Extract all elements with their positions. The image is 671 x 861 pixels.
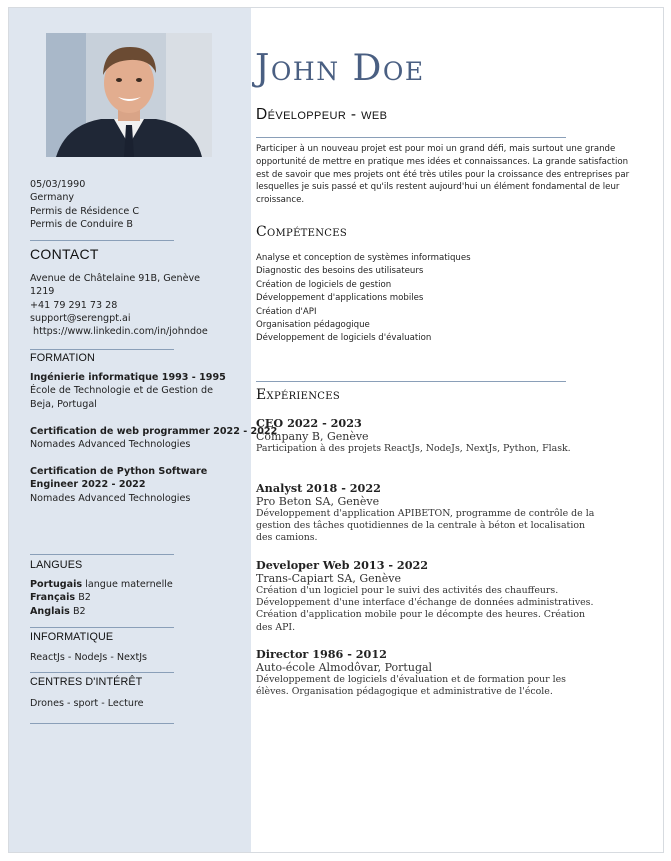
experience-item (256, 558, 601, 634)
competence-item: Développement d'applications mobiles (256, 293, 424, 304)
formation-school: Nomades Advanced Technologies (30, 439, 191, 451)
experience-desc: Participation à des projets ReactJs, NodeJs, NextJs, Python, Flask. (256, 443, 571, 454)
experience-title: CEO 2022 - 2023 (256, 416, 362, 430)
formation-title: Certification de web programmer 2022 - 2022 (30, 426, 278, 437)
experience-item (256, 416, 601, 455)
competences-heading: Compétences (256, 224, 347, 240)
divider (256, 137, 566, 138)
competence-item: Diagnostic des besoins des utilisateurs (256, 266, 424, 277)
competences-list (256, 252, 471, 346)
formation-title: Ingénierie informatique 1993 - 1995 (30, 372, 226, 383)
resume-page (8, 7, 664, 853)
experience-title: Director 1986 - 2012 (256, 647, 387, 661)
contact-heading: CONTACT (30, 246, 99, 262)
divider (30, 554, 174, 555)
phone: +41 79 291 73 28 (30, 299, 118, 311)
langue-item (30, 578, 173, 591)
experience-company: Auto-école Almodôvar, Portugal (256, 661, 433, 674)
langue-name: Portugais (30, 579, 83, 590)
langue-item (30, 605, 173, 618)
competence-item: Analyse et conception de systèmes informatiques (256, 253, 471, 263)
divider (30, 349, 174, 350)
experience-title: Developer Web 2013 - 2022 (256, 558, 429, 572)
experience-company: Company B, Genève (256, 430, 369, 443)
intro-paragraph: Participer à un nouveau projet est pour moi un grand défi, mais surtout une grande opportunité de mettre en pratique mes idées et connaissances. La grande satisfaction est de savoir que mes projets ont été très utiles pour la croissance des entreprises par lesquelles je suis passé et qu'ils restent aujourd'hui un élément fondamental de leur croissance. (256, 144, 630, 206)
langue-level: B2 (69, 605, 86, 617)
formation-item (30, 425, 278, 452)
langues-list (30, 578, 173, 618)
divider (30, 627, 174, 628)
linkedin-link[interactable]: https://www.linkedin.com/in/johndoe (30, 326, 208, 338)
residence-permit: Permis de Résidence C (30, 205, 140, 217)
divider (30, 723, 174, 724)
experience-desc: Développement de logiciels d'évaluation et de formation pour les élèves. Organisation pédagogique et administrative de l'école. (256, 674, 566, 698)
birthdate: 05/03/1990 (30, 179, 86, 190)
experience-item (256, 647, 601, 698)
formation-school: Nomades Advanced Technologies (30, 492, 191, 504)
profile-photo (46, 33, 212, 157)
experience-desc: Création d'un logiciel pour le suivi des activités des chauffeurs. Développement d'une interface d'échange de données administratives. Création d'application mobile pour le décompte des heures. Création des API. (256, 585, 594, 633)
langue-item (30, 591, 173, 604)
informatique-heading: INFORMATIQUE (30, 631, 114, 643)
experiences-heading: Expériences (256, 387, 340, 403)
personal-info (30, 178, 139, 231)
formation-item (30, 465, 235, 505)
job-title: Développeur - web (256, 106, 388, 123)
formation-item (30, 371, 240, 411)
contact-info (30, 272, 208, 338)
email-link[interactable]: support@serengpt.ai (30, 312, 131, 324)
experience-company: Pro Beton SA, Genève (256, 495, 380, 508)
competence-item: Développement de logiciels d'évaluation (256, 333, 432, 344)
portrait-image (46, 33, 212, 157)
formation-title: Certification de Python Software Engineer 2022 - 2022 (30, 466, 208, 491)
postal-code: 1219 (30, 286, 55, 298)
formation-school: École de Technologie et de Gestion de Beja, Portugal (30, 385, 214, 410)
driving-license: Permis de Conduire B (30, 218, 133, 230)
interets-heading: CENTRES D'INTÉRÊT (30, 676, 143, 688)
main-content (255, 8, 663, 852)
interets-text: Drones - sport - Lecture (30, 698, 144, 709)
experience-desc: Développement d'application APIBETON, programme de contrôle de la gestion des tâches quotidiennes de la centrale à béton et localisation des camions. (256, 508, 595, 544)
divider (256, 381, 566, 382)
langue-level: langue maternelle (82, 579, 173, 590)
langues-heading: LANGUES (30, 559, 83, 571)
langue-name: Français (30, 592, 76, 604)
langue-level: B2 (75, 592, 91, 604)
sidebar (9, 8, 278, 852)
formation-heading: FORMATION (30, 352, 95, 364)
competence-item: Création de logiciels de gestion (256, 279, 392, 290)
address: Avenue de Châtelaine 91B, Genève (30, 273, 201, 284)
experience-item (256, 481, 601, 545)
experience-title: Analyst 2018 - 2022 (256, 481, 381, 495)
divider (30, 672, 174, 673)
competence-item: Création d'API (256, 306, 317, 317)
person-name: John Doe (255, 48, 425, 89)
competence-item: Organisation pédagogique (256, 320, 370, 331)
experience-company: Trans-Capiart SA, Genève (256, 572, 401, 585)
langue-name: Anglais (30, 605, 70, 617)
divider (30, 240, 174, 241)
informatique-text: ReactJs - NodeJs - NextJs (30, 652, 148, 663)
country: Germany (30, 192, 75, 204)
